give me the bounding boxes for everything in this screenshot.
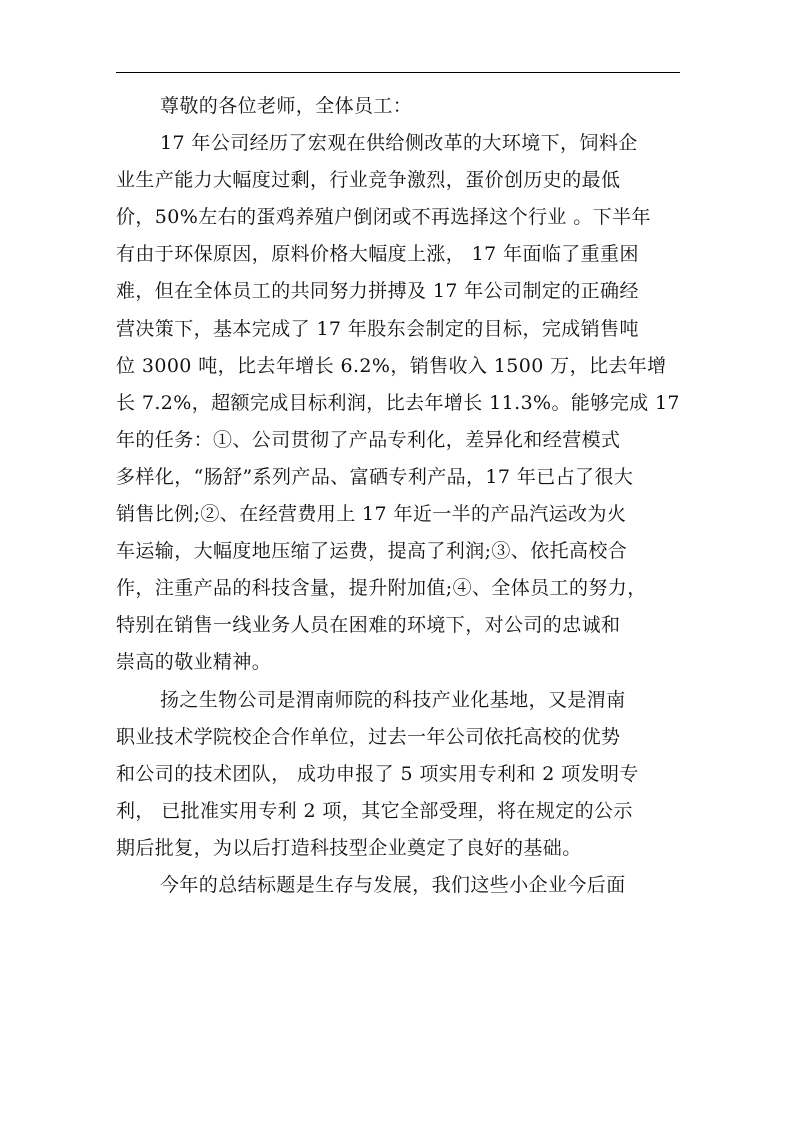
paragraph-annual-review: 17 年公司经历了宏观在供给侧改革的大环境下，饲料企 业生产能力大幅度过剩，行业竞争激烈，蛋价创历史的最低 价，50%左右的蛋鸡养殖户倒闭或不再选择这个行业 。下半年 有由于环保原因，原料价格大幅度上涨， 17 年面临了重重困 难，但在全体员工的共同努力拼搏及 17 年公司制定的正确经 营决策下，基本完成了 17 年股东会制定的目标，完成销售吨 位 3000 吨，比去年增长 6.2%，销售收入 1500 万，比去年增 长 7.2%，超额完成目标利润，比去年增长 11.3%。能够完成 17 年的任务：①、公司贯彻了产品专利化，差异化和经营模式 多样化，“肠舒”系列产品、富硒专利产品，17 年已占了很大 销售比例;②、在经营费用上 17 年近一半的产品汽运改为火 车运输，大幅度地压缩了运费，提高了利润;③、依托高校合 作，注重产品的科技含量，提升附加值;④、全体员工的努力， 特别在销售一线业务人员在困难的环境下，对公司的忠诚和 崇高的敬业精神。	[116, 132, 680, 674]
greeting-line: 尊敬的各位老师，全体员工：	[160, 95, 413, 117]
header-rule	[116, 72, 680, 73]
paragraph-summary-title: 今年的总结标题是生存与发展，我们这些小企业今后面	[160, 873, 626, 896]
document-body	[116, 88, 680, 904]
paragraph-tech-base: 扬之生物公司是渭南师院的科技产业化基地，又是渭南 职业技术学院校企合作单位，过去一年公司依托高校的优势 和公司的技术团队， 成功申报了 5 项实用专利和 2 项发明专 利， 已批准实用专利 2 项，其它全部受理，将在规定的公示 期后批复，为以后打造科技型企业奠定了良好的基础。	[116, 688, 639, 859]
